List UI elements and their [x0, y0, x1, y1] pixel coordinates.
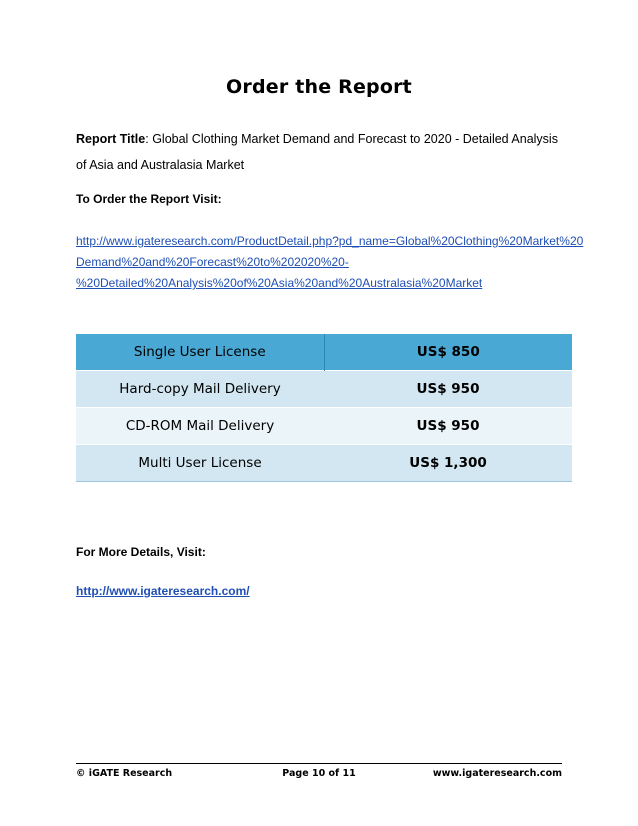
order-report-link[interactable]	[76, 231, 584, 294]
license-cell: Single User License	[76, 334, 324, 371]
pricing-row-multi-user	[76, 445, 572, 482]
order-visit-label: To Order the Report Visit:	[76, 192, 222, 206]
pricing-row-cd-rom	[76, 408, 572, 445]
pricing-row-hard-copy	[76, 371, 572, 408]
report-title-text: Global Clothing Market Demand and Forecast to 2020 - Detailed Analysis of Asia and Australasia Market	[76, 132, 558, 172]
license-cell: Multi User License	[76, 445, 324, 482]
footer-website: www.igateresearch.com	[432, 768, 562, 779]
price-cell: US$ 950	[324, 371, 572, 408]
report-title-paragraph	[76, 126, 571, 178]
footer-page-number: Page 10 of 11	[282, 768, 356, 779]
price-cell: US$ 950	[324, 408, 572, 445]
report-title-label: Report Title	[76, 132, 146, 146]
footer-divider	[76, 763, 562, 764]
pricing-row-single-user	[76, 334, 572, 371]
more-details-label: For More Details, Visit:	[76, 545, 206, 559]
report-title-separator: :	[145, 132, 149, 146]
more-details-link[interactable]: http://www.igateresearch.com/	[76, 584, 250, 598]
license-cell: CD-ROM Mail Delivery	[76, 408, 324, 445]
order-link-line-1[interactable]: http://www.igateresearch.com/ProductDetail.php?pd_name=Global%20Clothing%20Market%20	[76, 234, 584, 248]
page-title: Order the Report	[226, 76, 412, 98]
footer-copyright: © iGATE Research	[76, 768, 173, 779]
order-link-line-3[interactable]: %20Detailed%20Analysis%20of%20Asia%20and%20Australasia%20Market	[76, 276, 483, 290]
price-cell: US$ 850	[324, 334, 572, 371]
license-cell: Hard-copy Mail Delivery	[76, 371, 324, 408]
pricing-table	[76, 334, 572, 482]
price-cell: US$ 1,300	[324, 445, 572, 482]
order-link-line-2[interactable]: Demand%20and%20Forecast%20to%202020%20-	[76, 255, 349, 269]
